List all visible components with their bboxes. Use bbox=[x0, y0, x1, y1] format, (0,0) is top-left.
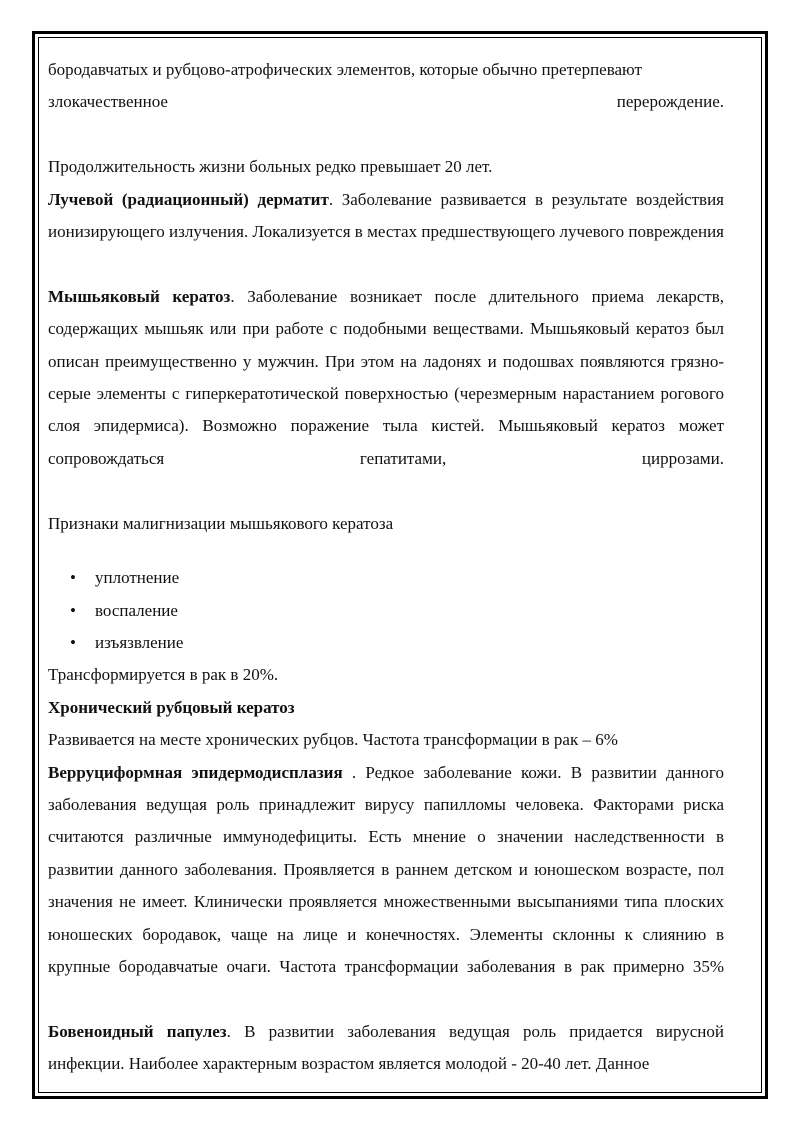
paragraph-malignization-signs: Признаки малигнизации мышьякового кератоза bbox=[48, 513, 394, 533]
paragraph-transformation-rate: Трансформируется в рак в 20%. bbox=[48, 665, 279, 685]
paragraph-arsenic-keratosis bbox=[48, 281, 724, 508]
paragraph-text: злокачественное перерождение. bbox=[48, 92, 724, 112]
heading-chronic-scar-keratosis bbox=[48, 692, 724, 724]
term-heading: Мышьяковый кератоз bbox=[48, 286, 231, 306]
paragraph-radiation-dermatitis bbox=[48, 184, 724, 281]
list-item-text: уплотнение bbox=[95, 568, 180, 588]
list-item-text: воспаление bbox=[95, 600, 178, 620]
paragraph-text: . Редкое заболевание кожи. В развитии данного заболевания ведущая роль принадлежит вирусу папилломы человека. Факторами риска считаются различные иммунодефициты. Есть мнение о значении наследственности в развитии данного заболевания. Проявляется в раннем детском и юношеском возрасте, пол значения не имеет. Клинически проявляется множественными высыпаниями типа плоских юношеских бородавок, чаще на лице и конечностях. Элементы склонны к слиянию в крупные бородавчатые очаги. Частота трансформации заболевания в рак примерно 35% bbox=[48, 762, 724, 976]
paragraph-text: . В развитии заболевания ведущая роль придается вирусной инфекции. Наиболее характерным возрастом является молодой - 20-40 лет. Данное bbox=[48, 1021, 725, 1074]
paragraph-continuation bbox=[48, 54, 724, 151]
term-heading: Хронический рубцовый кератоз bbox=[48, 697, 295, 717]
list-item bbox=[48, 562, 724, 594]
term-heading: Лучевой (радиационный) дерматит bbox=[48, 189, 329, 209]
list-item bbox=[48, 595, 724, 627]
term-heading: Верруциформная эпидермодисплазия bbox=[48, 762, 343, 782]
term-heading: Бовеноидный папулез bbox=[48, 1021, 227, 1041]
bullet-icon: • bbox=[70, 632, 76, 652]
paragraph-text: бородавчатых и рубцово-атрофических элементов, которые обычно претерпевают bbox=[48, 60, 642, 79]
list-item-text: изъязвление bbox=[95, 632, 184, 652]
paragraph-text: . Заболевание развивается в результате воздействия ионизирующего излучения. Локализуется в местах предшествующего лучевого повреждения bbox=[48, 189, 724, 242]
list-item bbox=[48, 627, 724, 659]
paragraph-life-expectancy: Продолжительность жизни больных редко превышает 20 лет. bbox=[48, 157, 493, 177]
bullet-list bbox=[48, 562, 724, 659]
paragraph-text: . Заболевание возникает после длительного приема лекарств, содержащих мышьяк или при работе с подобными веществами. Мышьяковый кератоз был описан преимущественно у мужчин. При этом на ладонях и подошвах появляются грязно-серые элементы с гиперкератотической поверхностью (черезмерным нарастанием рогового слоя эпидермиса). Возможно поражение тыла кистей. Мышьяковый кератоз может сопровождаться гепатитами, циррозами. bbox=[48, 286, 724, 468]
paragraph-scar-keratosis: Развивается на месте хронических рубцов. Частота трансформации в рак – 6% bbox=[48, 730, 618, 750]
paragraph-epidermodysplasia bbox=[48, 757, 724, 1016]
spacer bbox=[48, 540, 724, 562]
bullet-icon: • bbox=[70, 600, 76, 620]
document-body bbox=[48, 54, 724, 1081]
paragraph-bowenoid-papulosis bbox=[48, 1016, 724, 1081]
bullet-icon: • bbox=[70, 568, 76, 588]
